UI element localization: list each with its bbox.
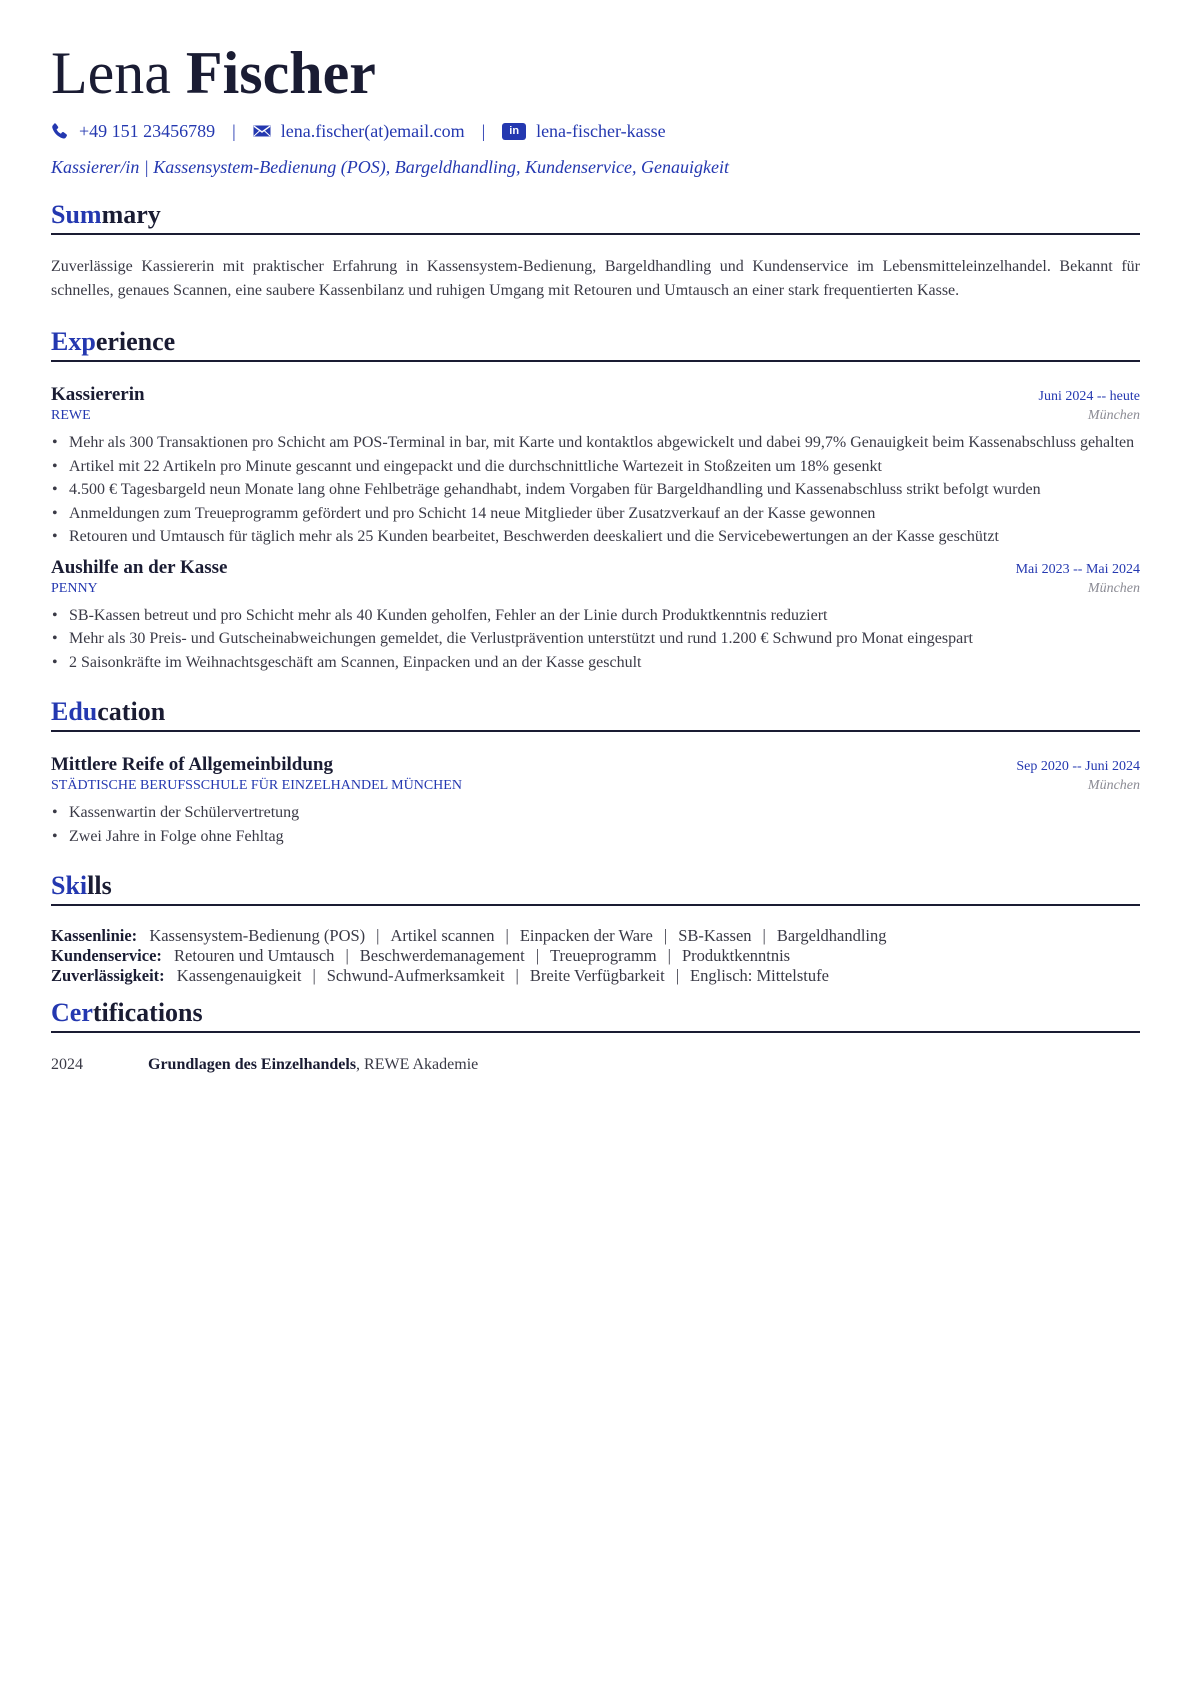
bullet-item: • Mehr als 30 Preis- und Gutscheinabweichungen gemeldet, die Verlustprävention unterstützt und rund 1.200 € Schwund pro Monat eingespart [51,627,1140,651]
bullet-item: • Mehr als 300 Transaktionen pro Schicht am POS-Terminal in bar, mit Karte und kontaktlos abgewickelt und dabei 99,7% Genauigkeit beim Kassenabschluss gehalten [51,431,1140,455]
school-name: STÄDTISCHE BERUFSSCHULE FÜR EINZELHANDEL MÜNCHEN [51,778,462,793]
heading-rest: lls [87,871,112,900]
section-heading-certifications [51,995,1140,1033]
heading-accent: Edu [51,697,98,726]
skill-item: Beschwerdemanagement [359,945,525,965]
skill-category: Kassenlinie: [51,926,138,945]
bullet-item: • Artikel mit 22 Artikeln pro Minute gescannt und eingepackt und die durchschnittliche Wartezeit in Stoßzeiten um 18% gesenkt [51,455,1140,479]
heading-rest: cation [97,697,166,726]
envelope-icon [253,123,271,139]
bullet-item: • Zwei Jahre in Folge ohne Fehltag [51,825,1140,849]
job-location: München [1087,580,1140,596]
skill-item: Retouren und Umtausch [174,945,335,965]
heading-accent: Sum [51,200,102,229]
certification-title: Grundlagen des Einzelhandels [148,1056,357,1074]
contact-linkedin[interactable] [502,121,665,142]
experience-entry [51,384,1140,549]
section-heading-summary [51,197,1140,235]
heading-rest: tifications [92,998,203,1028]
skill-item: Schwund-Aufmerksamkeit [326,965,505,985]
job-dates: Juni 2024 -- heute [1038,389,1140,404]
last-name: Fischer [185,40,376,106]
bullet-item: • Kassenwartin der Schülervertretung [51,801,1140,825]
job-bullets [51,431,1140,549]
bullet-item: • Retouren und Umtausch für täglich mehr als 25 Kunden bearbeitet, Beschwerden deeskaliert und die Servicebewertungen an der Kasse geschützt [51,525,1140,549]
first-name: Lena [51,40,171,106]
skills-list [51,926,1140,985]
skill-separator: | [312,965,316,985]
certification-issuer: , REWE Akademie [356,1056,479,1074]
skill-separator: | [345,945,349,965]
skill-separator: | [376,926,380,945]
contact-separator: | [232,120,236,141]
degree-title: Mittlere Reife of Allgemeinbildung [51,754,333,775]
bullet-item: • SB-Kassen betreut und pro Schicht mehr als 40 Kunden geholfen, Fehler an der Linie durch Produktkenntnis reduziert [51,604,1140,628]
section-heading-experience [51,324,1140,362]
heading-accent: Exp [51,327,96,356]
linkedin-icon: in [502,123,526,140]
skill-item: Kassengenauigkeit [176,965,302,985]
skill-separator: | [535,945,539,965]
school-location: München [1087,778,1140,793]
education-bullets [51,801,1140,848]
skill-item: Bargeldhandling [776,926,887,945]
skill-separator: | [675,965,680,985]
bullet-item: • 4.500 € Tagesbargeld neun Monate lang ohne Fehlbeträge gehandhabt, indem Vorgaben für Bargeldhandling und Kassenabschluss strikt befolgt wurden [51,478,1140,502]
skill-item: Treueprogramm [550,945,657,965]
bullet-item: • 2 Saisonkräfte im Weihnachtsgeschäft am Scannen, Einpacken und an der Kasse geschult [51,651,1140,675]
experience-entry [51,557,1140,675]
job-title: Kassiererin [51,384,145,405]
skill-row [51,966,1140,986]
skill-item: SB-Kassen [678,926,752,945]
phone-icon [51,123,69,139]
skill-row [51,926,1140,946]
employer: PENNY [51,580,98,596]
skill-separator: | [515,965,519,985]
heading-rest: erience [95,327,176,356]
linkedin-handle: lena-fischer-kasse [536,120,666,141]
job-bullets [51,604,1140,675]
email-address: lena.fischer(at)email.com [280,120,465,141]
job-dates: Mai 2023 -- Mai 2024 [1015,561,1140,577]
heading-rest: mary [101,200,161,229]
skill-category: Zuverlässigkeit: [51,965,165,985]
headline-tagline: Kassierer/in | Kassensystem-Bedienung (POS), Bargeldhandling, Kundenservice, Genauigkeit [51,157,729,177]
job-title: Aushilfe an der Kasse [51,556,228,578]
contact-phone[interactable] [51,121,215,142]
skill-row [51,946,1140,966]
contact-line [51,116,1140,146]
summary-text: Zuverlässige Kassiererin mit praktischer Erfahrung in Kassensystem-Bedienung, Bargeldhandling und Kundenservice im Lebensmitteleinzelhandel. Bekannt für schnelles, genaues Scannen, eine saubere Kassenbilanz und ruhigen Umgang mit Retouren und Umtausch an einer stark frequentierten Kasse. [51,258,1140,299]
bullet-item: • Anmeldungen zum Treueprogramm gefördert und pro Schicht 14 neue Mitglieder über Zusatzverkauf an der Kasse gewonnen [51,502,1140,526]
employer: REWE [51,408,91,423]
section-heading-education [51,694,1140,732]
skill-separator: | [505,926,509,945]
candidate-name [51,34,1140,112]
skill-item: Breite Verfügbarkeit [529,965,665,985]
certification-year: 2024 [51,1056,83,1074]
certification-entry [51,1053,1140,1077]
section-heading-skills [51,868,1140,906]
job-location: München [1087,408,1140,423]
phone-number: +49 151 23456789 [79,120,216,141]
contact-separator: | [481,120,486,141]
skill-item: Kassensystem-Bedienung (POS) [149,926,366,945]
skill-category: Kundenservice: [51,945,162,965]
skill-item: Englisch: Mittelstufe [690,965,829,985]
contact-email[interactable] [253,121,465,142]
skill-separator: | [762,926,766,945]
skill-item: Artikel scannen [390,926,495,945]
heading-accent: Ski [51,871,88,900]
heading-accent: Cer [51,998,93,1028]
skill-item: Einpacken der Ware [519,926,653,945]
education-dates: Sep 2020 -- Juni 2024 [1016,759,1140,774]
education-entry [51,754,1140,848]
skill-separator: | [667,945,671,965]
skill-separator: | [663,926,668,945]
skill-item: Produktkenntnis [681,945,791,965]
